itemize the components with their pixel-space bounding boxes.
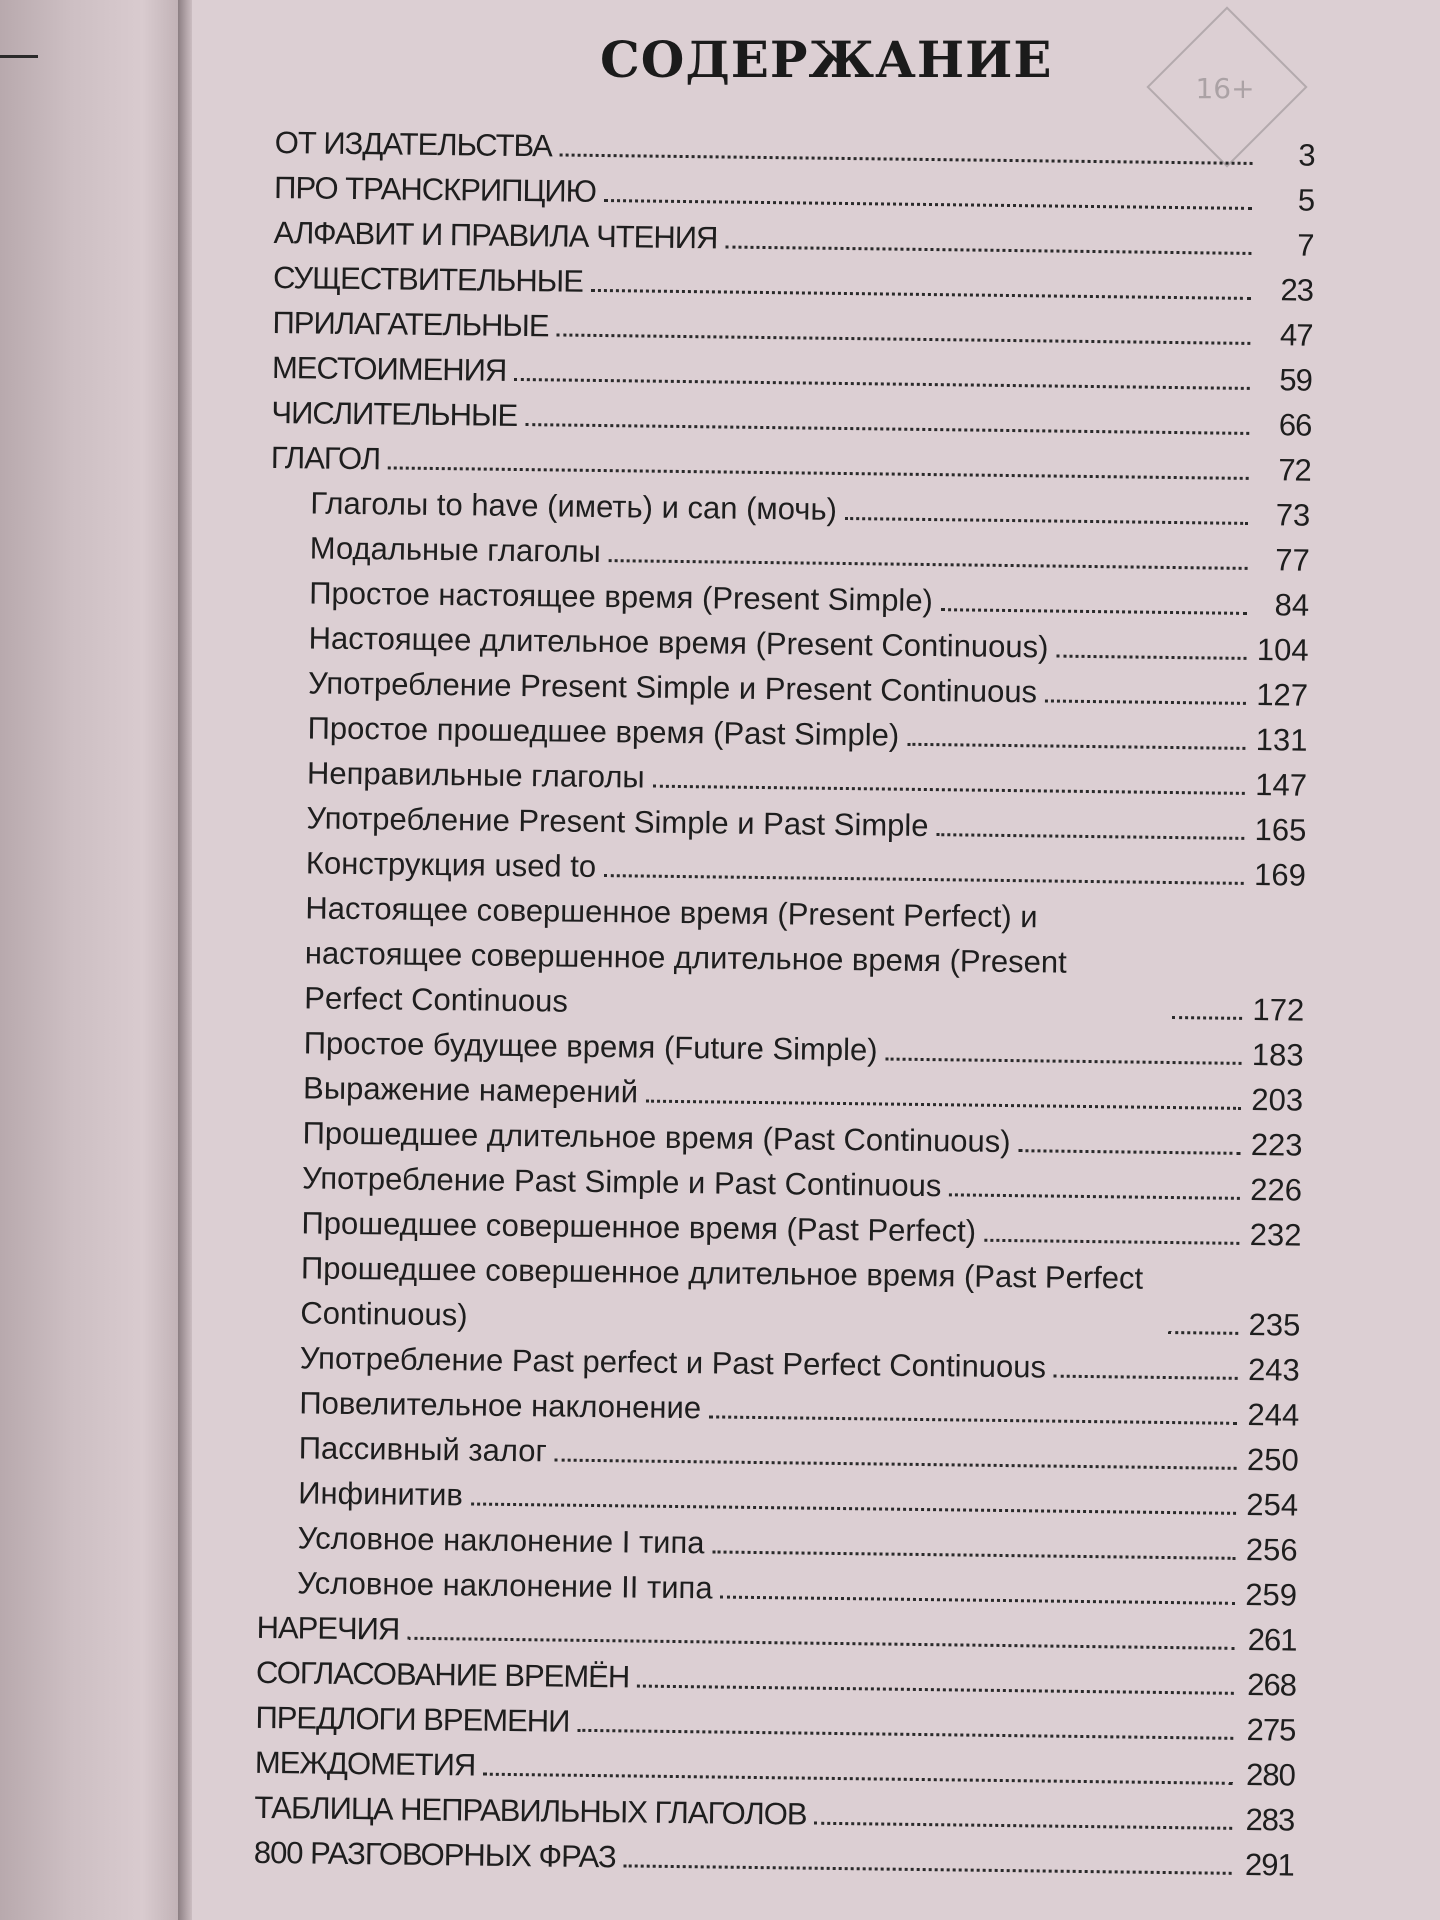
toc-dot-leader <box>514 378 1250 390</box>
age-rating-text: 16+ <box>1195 72 1255 105</box>
toc-dot-leader <box>709 1415 1237 1424</box>
toc-entry-label: ТАБЛИЦА НЕПРАВИЛЬНЫХ ГЛАГОЛОВ <box>254 1789 807 1832</box>
left-page-edge <box>0 0 178 1920</box>
toc-entry-label: МЕСТОИМЕНИЯ <box>271 349 507 388</box>
toc-dot-leader <box>1018 1149 1240 1155</box>
left-page-mark <box>0 55 38 58</box>
toc-entry-page: 127 <box>1256 677 1309 713</box>
toc-entry-label: НАРЕЧИЯ <box>256 1609 400 1647</box>
toc-entry-page: 250 <box>1246 1441 1299 1478</box>
toc-entry-page: 256 <box>1245 1531 1298 1568</box>
toc-entry-page: 268 <box>1247 1666 1297 1703</box>
toc-entry <box>260 1245 1301 1348</box>
toc-dot-leader <box>720 1596 1235 1605</box>
toc-entry-label: ЧИСЛИТЕЛЬНЫЕ <box>271 394 518 433</box>
toc-dot-leader <box>907 743 1245 750</box>
toc-dot-leader <box>604 199 1252 210</box>
toc-dot-leader <box>814 1822 1232 1830</box>
toc-dot-leader <box>725 246 1251 255</box>
toc-entry-label: Выражение намерений <box>302 1070 639 1110</box>
book-gutter <box>178 0 192 1920</box>
toc-entry-label: МЕЖДОМЕТИЯ <box>254 1744 476 1783</box>
toc-entry-page: 23 <box>1280 272 1314 308</box>
toc-dot-leader <box>1045 699 1246 704</box>
toc-entry-page: 275 <box>1246 1711 1296 1748</box>
toc-entry-label: ГЛАГОЛ <box>270 439 381 477</box>
toc-entry-page: 104 <box>1256 632 1309 668</box>
toc-entry-label: Простое настоящее время (Present Simple) <box>309 575 934 619</box>
toc-entry-label: Условное наклонение I типа <box>297 1520 705 1561</box>
toc-dot-leader <box>1172 1016 1242 1020</box>
toc-entry-page: 165 <box>1254 812 1307 848</box>
toc-entry-label: ПРИЛАГАТЕЛЬНЫЕ <box>272 304 549 344</box>
toc-dot-leader <box>609 559 1248 570</box>
toc-entry-page: 291 <box>1244 1846 1294 1883</box>
toc-entry-page: 283 <box>1245 1801 1295 1838</box>
table-of-contents <box>254 120 1315 1888</box>
toc-entry-page: 243 <box>1247 1351 1301 1388</box>
toc-entry-label: Прошедшее длительное время (Past Continuous) <box>302 1115 1011 1160</box>
toc-entry-label: Прошедшее совершенное время (Past Perfect) <box>301 1205 977 1249</box>
toc-entry-label: Глаголы to have (иметь) и can (мочь) <box>310 485 838 527</box>
toc-entry-page: 183 <box>1251 1037 1304 1073</box>
toc-dot-leader <box>577 1729 1233 1740</box>
toc-entry-label: Настоящее совершенное время (Present Perfect) и настоящее совершенное длительное время (Present Perfect Continuous <box>304 890 1067 1019</box>
toc-entry <box>264 885 1306 1033</box>
toc-entry-page: 59 <box>1279 362 1313 398</box>
toc-entry-label: 800 РАЗГОВОРНЫХ ФРАЗ <box>253 1834 616 1875</box>
toc-entry-label: ОТ ИЗДАТЕЛЬСТВА <box>274 124 553 164</box>
toc-entry-label: Употребление Past perfect и Past Perfect Continuous <box>299 1340 1047 1385</box>
toc-entry-label: Пассивный залог <box>298 1430 548 1469</box>
toc-entry-page: 66 <box>1278 407 1312 443</box>
toc-entry-label: Простое будущее время (Future Simple) <box>303 1025 878 1068</box>
toc-entry-label: СУЩЕСТВИТЕЛЬНЫЕ <box>272 259 584 299</box>
toc-entry-label: СОГЛАСОВАНИЕ ВРЕМЁН <box>255 1654 630 1695</box>
toc-entry-label: Условное наклонение II типа <box>296 1565 713 1606</box>
toc-dot-leader <box>388 466 1249 480</box>
toc-entry-page: 223 <box>1250 1126 1303 1163</box>
toc-dot-leader <box>949 1193 1240 1200</box>
toc-entry-page: 169 <box>1253 857 1307 893</box>
toc-dot-leader <box>646 1100 1241 1110</box>
toc-dot-leader <box>637 1685 1234 1695</box>
toc-entry-page: 235 <box>1248 1306 1301 1343</box>
toc-dot-leader <box>407 1637 1234 1650</box>
toc-entry-page: 7 <box>1297 227 1314 263</box>
toc-dot-leader <box>941 608 1247 615</box>
toc-entry-label: Настоящее длительное время (Present Continuous) <box>308 620 1049 665</box>
toc-dot-leader <box>591 289 1251 300</box>
toc-entry-page: 3 <box>1298 137 1315 173</box>
toc-dot-leader <box>525 423 1249 435</box>
toc-dot-leader <box>560 153 1253 164</box>
toc-entry-page: 261 <box>1247 1621 1297 1658</box>
toc-entry-label: ПРО ТРАНСКРИПЦИЮ <box>273 169 597 209</box>
toc-dot-leader <box>936 833 1244 840</box>
toc-entry-page: 244 <box>1247 1396 1300 1433</box>
toc-dot-leader <box>624 1864 1232 1874</box>
toc-dot-leader <box>471 1502 1236 1514</box>
toc-dot-leader <box>604 874 1244 885</box>
toc-entry-label: ПРЕДЛОГИ ВРЕМЕНИ <box>255 1699 570 1739</box>
toc-dot-leader <box>483 1773 1233 1785</box>
toc-dot-leader <box>653 785 1245 795</box>
toc-entry-page: 84 <box>1274 587 1310 623</box>
toc-dot-leader <box>1056 655 1246 660</box>
toc-entry-page: 280 <box>1245 1756 1296 1793</box>
toc-entry-page: 226 <box>1250 1171 1303 1208</box>
toc-dot-leader <box>712 1550 1235 1559</box>
toc-dot-leader <box>556 333 1250 344</box>
toc-entry-page: 73 <box>1275 497 1311 533</box>
toc-entry-label: Употребление Present Simple и Past Simple <box>306 800 929 844</box>
toc-entry-page: 131 <box>1255 722 1308 758</box>
toc-entry-page: 254 <box>1246 1486 1299 1523</box>
toc-entry-page: 203 <box>1251 1082 1304 1118</box>
toc-entry-page: 72 <box>1278 452 1312 488</box>
toc-dot-leader <box>885 1058 1241 1065</box>
toc-entry-label: АЛФАВИТ И ПРАВИЛА ЧТЕНИЯ <box>273 214 718 256</box>
toc-entry-label: Неправильные глаголы <box>306 755 645 795</box>
toc-entry-label: Употребление Present Simple и Present Continuous <box>307 665 1038 710</box>
toc-entry-label: Употребление Past Simple и Past Continuous <box>301 1160 942 1204</box>
toc-entry-page: 5 <box>1297 182 1315 218</box>
toc-entry-label: Простое прошедшее время (Past Simple) <box>307 710 900 753</box>
toc-entry-label: Прошедшее совершенное длительное время (Past Perfect Continuous) <box>300 1250 1144 1333</box>
page-title: СОДЕРЖАНИЕ <box>600 30 1053 89</box>
toc-dot-leader <box>1054 1375 1238 1380</box>
toc-entry-label: Конструкция used to <box>305 845 597 884</box>
toc-entry-label: Модальные глаголы <box>309 530 602 570</box>
toc-entry-page: 259 <box>1245 1576 1298 1613</box>
toc-entry-page: 77 <box>1275 542 1310 578</box>
toc-entry-page: 147 <box>1255 767 1308 803</box>
toc-entry-page: 172 <box>1252 992 1305 1028</box>
toc-dot-leader <box>845 517 1248 525</box>
toc-dot-leader <box>984 1239 1239 1245</box>
toc-entry-page: 47 <box>1279 317 1313 353</box>
toc-dot-leader <box>555 1459 1237 1470</box>
toc-entry-page: 232 <box>1249 1216 1302 1253</box>
toc-dot-leader <box>1168 1331 1238 1335</box>
toc-entry-label: Повелительное наклонение <box>299 1385 702 1426</box>
toc-entry-label: Инфинитив <box>298 1475 464 1513</box>
